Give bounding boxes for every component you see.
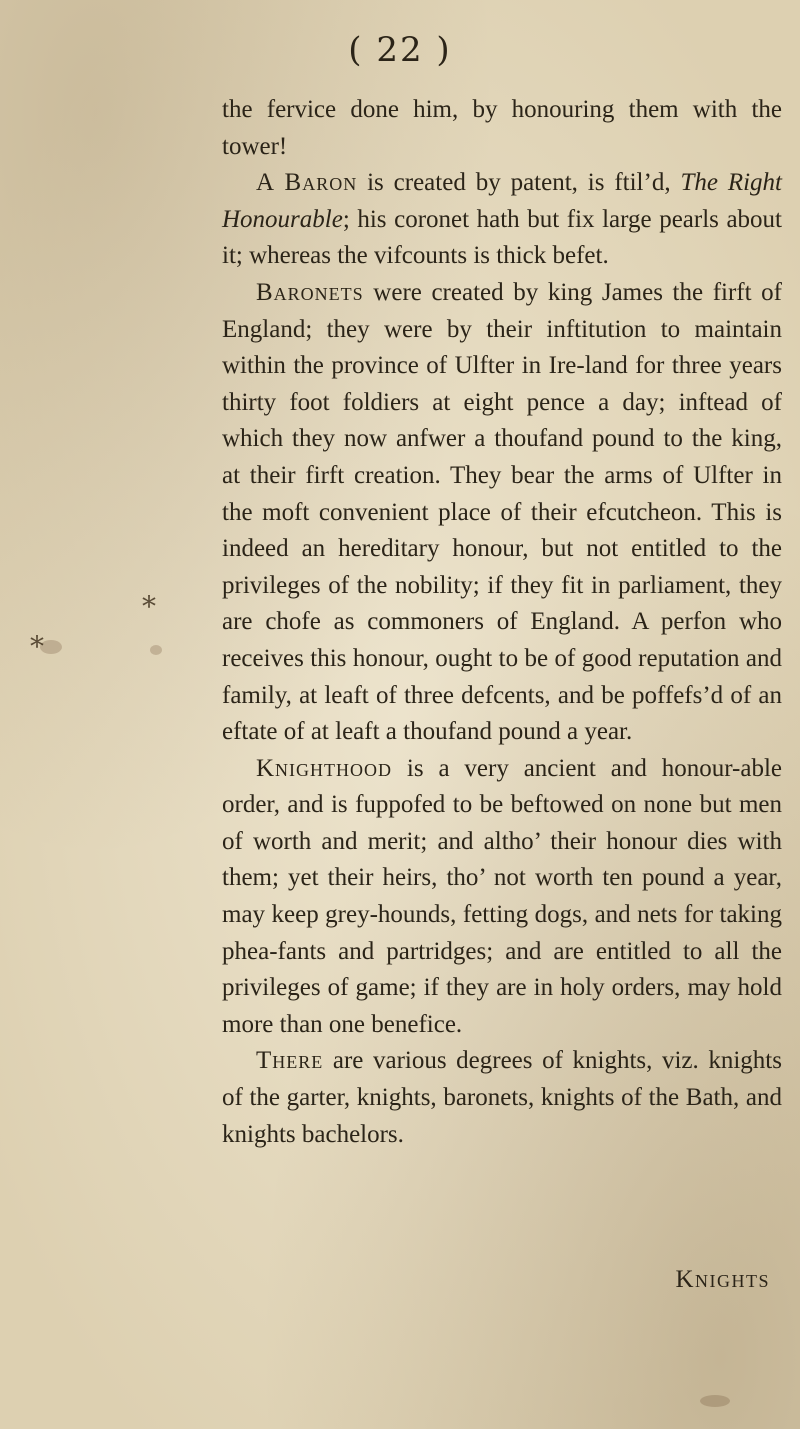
- paragraph-continuation: [222, 92, 782, 165]
- paragraph-baron: [222, 165, 782, 275]
- paragraph-text: is a very ancient and honour-able order, and is fuppofed to be beftowed on none but men of worth and merit; and altho’ their honour dies with them; yet their heirs, tho’ not worth ten pound a year, may keep grey-hounds, fetting dogs, and nets for taking phea-fants and partridges; and are entitled to all the privileges of game; if they are in holy orders, may hold more than one benefice.: [222, 754, 782, 1038]
- margin-asterisk: *: [142, 590, 156, 623]
- paragraph-text: were created by king James the firft of England; they were by their inftitution to maintain within the province of Ulfter in Ire-land for three years thirty foot foldiers at eight pence a day; inftead of which they now anfwer a thoufand pound to the king, at their firft creation. They bear the arms of Ulfter in the moft convenient place of their efcutcheon. This is indeed an hereditary honour, but not entitled to the privileges of the nobility; if they fit in parliament, they are chofe as commoners of England. A perfon who receives this honour, ought to be of good reputation and family, at leaft of three defcents, and be poffefs’d of an eftate of at leaft a thoufand pound a year.: [222, 278, 782, 746]
- catchword: Knights: [675, 1266, 770, 1293]
- lead-word: Knighthood: [256, 754, 393, 782]
- paragraph-text: is created by patent, is ftil’d,: [357, 169, 681, 197]
- paragraph-knighthood: [222, 751, 782, 1044]
- title-italic: The Right Honourable: [222, 169, 782, 233]
- paragraph-baronets: [222, 275, 782, 751]
- lead-word: A Baron: [256, 169, 358, 197]
- paper-stain: [150, 645, 162, 655]
- paragraph-text: are various degrees of knights, viz. knights of the garter, knights, baronets, knights of the Bath, and knights bachelors.: [222, 1047, 782, 1148]
- paper-stain: [700, 1395, 730, 1407]
- paragraph-knights-degrees: [222, 1043, 782, 1153]
- paragraph-text: the fervice done him, by honouring them with the tower!: [222, 96, 782, 160]
- margin-asterisk: *: [30, 630, 44, 663]
- page-number: ( 22 ): [348, 30, 452, 70]
- body-text: [222, 92, 782, 1153]
- lead-word: Baronets: [256, 278, 364, 306]
- lead-word: There: [256, 1047, 324, 1075]
- paragraph-text: ; his coronet hath but fix large pearls about it; whereas the vifcounts is thick befet.: [222, 205, 782, 270]
